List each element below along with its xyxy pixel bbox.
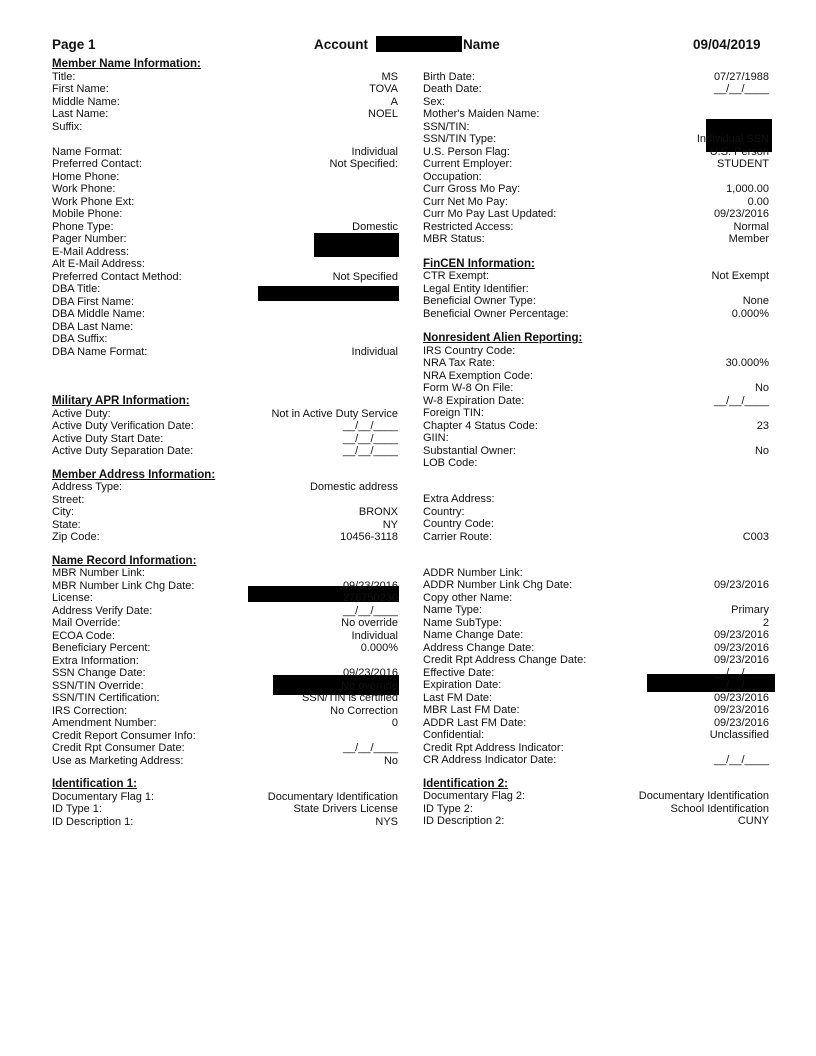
field-row-confidential bbox=[423, 729, 769, 742]
section-title-spacer bbox=[423, 554, 769, 567]
account-label: Account bbox=[314, 37, 368, 52]
field-label: Mail Override: bbox=[52, 617, 121, 629]
field-label: Credit Rpt Consumer Date: bbox=[52, 742, 185, 754]
page-number: Page 1 bbox=[52, 37, 96, 52]
field-row-blank bbox=[52, 133, 398, 146]
field-row-beneficiary-percent bbox=[52, 642, 398, 655]
field-value: 0 bbox=[391, 717, 398, 729]
field-value: Documentary Identification bbox=[267, 790, 398, 803]
field-label: Name Format: bbox=[52, 145, 123, 158]
field-row-work-phone bbox=[52, 183, 398, 196]
field-value: BRONX bbox=[358, 506, 398, 518]
field-row-documentary-flag-2 bbox=[423, 790, 769, 803]
field-row-u-s-person-flag bbox=[423, 146, 769, 159]
field-row-home-phone bbox=[52, 171, 398, 184]
field-row-foreign-tin bbox=[423, 407, 769, 420]
field-label: Last Name: bbox=[52, 108, 109, 120]
field-label: Occupation: bbox=[423, 170, 482, 183]
field-value: __/__/____ bbox=[342, 742, 398, 754]
field-label: Foreign TIN: bbox=[423, 407, 484, 419]
field-label: DBA First Name: bbox=[52, 295, 134, 308]
field-value: School Identification bbox=[670, 802, 769, 815]
field-row-last-fm-date bbox=[423, 692, 769, 705]
field-label: ID Description 1: bbox=[52, 815, 134, 828]
field-label: LOB Code: bbox=[423, 457, 478, 469]
field-row-mail-override bbox=[52, 617, 398, 630]
field-row-work-phone-ext bbox=[52, 196, 398, 209]
field-row-first-name bbox=[52, 83, 398, 96]
field-row-name-format bbox=[52, 146, 398, 159]
section-title-fincen-information: FinCEN Information: bbox=[423, 257, 535, 270]
field-value: 0.00 bbox=[747, 195, 769, 208]
field-label: Death Date: bbox=[423, 83, 482, 95]
field-row-title bbox=[52, 71, 398, 84]
field-row-license bbox=[52, 592, 398, 605]
field-label: MBR Number Link: bbox=[52, 567, 145, 579]
field-label: Documentary Flag 2: bbox=[423, 790, 526, 802]
redaction-account bbox=[376, 36, 462, 52]
field-row-ssn-change-date bbox=[52, 667, 398, 680]
field-label: Beneficial Owner Type: bbox=[423, 295, 536, 307]
field-value: 0.000% bbox=[360, 642, 398, 654]
field-label: Phone Type: bbox=[52, 220, 114, 233]
field-row-suffix bbox=[52, 121, 398, 134]
field-row-mother-s-maiden-name bbox=[423, 108, 769, 121]
field-label: Credit Report Consumer Info: bbox=[52, 729, 196, 742]
field-row-state bbox=[52, 519, 398, 532]
right-column bbox=[423, 58, 769, 828]
field-value: None bbox=[742, 295, 769, 307]
field-label: Country Code: bbox=[423, 518, 494, 530]
field-value: No override bbox=[341, 679, 398, 692]
field-value: Not Specified bbox=[332, 270, 398, 283]
field-row-e-mail-address bbox=[52, 246, 398, 259]
field-label: Sex: bbox=[423, 95, 446, 108]
field-label: Address Type: bbox=[52, 481, 123, 493]
field-row-preferred-contact-method bbox=[52, 271, 398, 284]
field-label: Street: bbox=[52, 493, 85, 506]
field-label: Address Change Date: bbox=[423, 641, 535, 654]
field-value: 09/23/2016 bbox=[713, 691, 769, 704]
field-value: Documentary Identification bbox=[638, 790, 769, 802]
field-row-street bbox=[52, 494, 398, 507]
field-row-dba-middle-name bbox=[52, 308, 398, 321]
field-row-middle-name bbox=[52, 96, 398, 109]
field-row-addr-last-fm-date bbox=[423, 717, 769, 730]
field-row-cr-address-indicator-date bbox=[423, 754, 769, 767]
field-label: Address Verify Date: bbox=[52, 604, 153, 617]
field-label: Credit Rpt Address Change Date: bbox=[423, 654, 587, 666]
field-value: Domestic bbox=[352, 220, 398, 233]
field-label: Title: bbox=[52, 70, 76, 83]
field-value: __/__/____ bbox=[342, 445, 398, 457]
field-label: First Name: bbox=[52, 83, 109, 95]
field-row-ssn-tin-override bbox=[52, 680, 398, 693]
field-value: 09/23/2016 bbox=[342, 579, 398, 592]
field-row-dba-name-format bbox=[52, 346, 398, 359]
field-row-curr-gross-mo-pay bbox=[423, 183, 769, 196]
field-label: Work Phone Ext: bbox=[52, 195, 135, 208]
field-label: Expiration Date: bbox=[423, 679, 502, 691]
field-row-dba-first-name bbox=[52, 296, 398, 309]
field-label: Mobile Phone: bbox=[52, 208, 123, 220]
field-row-w-8-expiration-date bbox=[423, 395, 769, 408]
field-label: SSN/TIN Certification: bbox=[52, 692, 160, 704]
field-label: Effective Date: bbox=[423, 666, 495, 679]
field-label: Credit Rpt Address Indicator: bbox=[423, 741, 564, 754]
field-label: Name Type: bbox=[423, 604, 483, 616]
section-title-member-address-information: Member Address Information: bbox=[52, 468, 216, 481]
field-label: Pager Number: bbox=[52, 233, 127, 245]
field-value: No bbox=[754, 444, 769, 457]
field-label: Curr Mo Pay Last Updated: bbox=[423, 208, 557, 220]
field-label: Last FM Date: bbox=[423, 691, 493, 704]
field-value: 0.000% bbox=[731, 307, 769, 320]
field-value: Normal bbox=[733, 220, 769, 233]
field-row-id-description-2 bbox=[423, 815, 769, 828]
field-value: __/__/____ bbox=[713, 679, 769, 691]
field-row-credit-rpt-address-indicator bbox=[423, 742, 769, 755]
field-label: MBR Number Link Chg Date: bbox=[52, 579, 195, 592]
field-row-ssn-tin-certification bbox=[52, 692, 398, 705]
field-row-birth-date bbox=[423, 71, 769, 84]
field-value: Individual bbox=[351, 629, 398, 642]
field-row-id-type-2 bbox=[423, 803, 769, 816]
section-title-nonresident-alien-reporting: Nonresident Alien Reporting: bbox=[423, 332, 583, 344]
section-title-military-apr-information: Military APR Information: bbox=[52, 395, 190, 407]
field-value: __/__/____ bbox=[342, 432, 398, 445]
field-row-dba-suffix bbox=[52, 333, 398, 346]
field-label: Restricted Access: bbox=[423, 220, 514, 233]
section-title-spacer bbox=[423, 481, 769, 494]
field-value: Unclassified bbox=[709, 729, 769, 741]
field-row-beneficial-owner-type bbox=[423, 295, 769, 308]
field-value: 23 bbox=[756, 419, 769, 432]
field-value: 09/23/2016 bbox=[713, 208, 769, 220]
field-label: SSN/TIN Type: bbox=[423, 133, 497, 145]
field-label: Middle Name: bbox=[52, 95, 120, 108]
field-value: 09/23/2016 bbox=[713, 704, 769, 716]
field-row-active-duty bbox=[52, 408, 398, 421]
field-label: E-Mail Address: bbox=[52, 245, 130, 258]
field-row-legal-entity-identifier bbox=[423, 283, 769, 296]
field-value: NY bbox=[382, 518, 398, 531]
field-label: ID Description 2: bbox=[423, 815, 505, 827]
field-row-occupation bbox=[423, 171, 769, 184]
field-value: 09/23/2016 bbox=[713, 641, 769, 654]
field-row-restricted-access bbox=[423, 221, 769, 234]
field-label: Active Duty: bbox=[52, 407, 111, 420]
field-value: Individual bbox=[351, 145, 398, 158]
field-value: No Correction bbox=[330, 704, 398, 717]
field-label: Beneficiary Percent: bbox=[52, 642, 151, 654]
field-row-name-subtype bbox=[423, 617, 769, 630]
field-value: __/__/____ bbox=[713, 754, 769, 766]
field-label: NRA Exemption Code: bbox=[423, 369, 534, 382]
field-value: __/__/____ bbox=[342, 420, 398, 432]
field-value: 09/23/2016 bbox=[713, 629, 769, 641]
field-row-preferred-contact bbox=[52, 158, 398, 171]
field-label: Work Phone: bbox=[52, 183, 116, 195]
field-row-pager-number bbox=[52, 233, 398, 246]
field-label: City: bbox=[52, 506, 74, 518]
field-row-current-employer bbox=[423, 158, 769, 171]
field-row-country bbox=[423, 506, 769, 519]
field-label: DBA Name Format: bbox=[52, 345, 148, 358]
field-label: State: bbox=[52, 518, 81, 531]
field-label: Curr Net Mo Pay: bbox=[423, 195, 508, 208]
field-label: Preferred Contact Method: bbox=[52, 270, 182, 283]
field-label: DBA Last Name: bbox=[52, 320, 134, 333]
section-title-identification-1: Identification 1: bbox=[52, 778, 137, 790]
field-label: Home Phone: bbox=[52, 170, 120, 183]
field-row-addr-number-link-chg-date bbox=[423, 579, 769, 592]
report-date: 09/04/2019 bbox=[693, 37, 761, 52]
field-row-active-duty-separation-date bbox=[52, 445, 398, 458]
field-value: 09/23/2016 bbox=[342, 667, 398, 679]
section-title-spacer bbox=[423, 58, 769, 71]
field-row-name-type bbox=[423, 604, 769, 617]
field-label: CR Address Indicator Date: bbox=[423, 754, 557, 766]
field-row-country-code bbox=[423, 518, 769, 531]
section-title-name-record-information: Name Record Information: bbox=[52, 554, 197, 567]
section-title-member-name-information: Member Name Information: bbox=[52, 58, 201, 70]
field-value: 1,000.00 bbox=[726, 183, 769, 195]
field-label: Name Change Date: bbox=[423, 629, 524, 641]
field-label: Amendment Number: bbox=[52, 717, 157, 729]
field-label: ID Type 1: bbox=[52, 803, 102, 815]
field-row-effective-date bbox=[423, 667, 769, 680]
field-value: TOVA bbox=[369, 83, 398, 95]
field-row-amendment-number bbox=[52, 717, 398, 730]
field-row-mobile-phone bbox=[52, 208, 398, 221]
field-value: No override bbox=[341, 617, 398, 629]
field-label: DBA Suffix: bbox=[52, 333, 108, 345]
field-value: No bbox=[754, 382, 769, 394]
field-label: Active Duty Verification Date: bbox=[52, 420, 194, 432]
field-label: Alt E-Mail Address: bbox=[52, 258, 145, 270]
field-row-chapter-4-status-code bbox=[423, 420, 769, 433]
field-value: C003 bbox=[742, 530, 769, 543]
field-row-name-change-date bbox=[423, 629, 769, 642]
field-label: Country: bbox=[423, 505, 465, 518]
field-label: Suffix: bbox=[52, 120, 83, 133]
field-row-phone-type bbox=[52, 221, 398, 234]
field-value: A bbox=[390, 95, 398, 108]
field-row-carrier-route bbox=[423, 531, 769, 544]
field-value: CUNY bbox=[737, 815, 769, 827]
field-label: Documentary Flag 1: bbox=[52, 790, 155, 803]
field-label: Current Employer: bbox=[423, 158, 513, 170]
field-label: Beneficial Owner Percentage: bbox=[423, 307, 569, 320]
field-value: State Drivers License bbox=[293, 803, 398, 815]
field-label: SSN/TIN: bbox=[423, 120, 470, 133]
field-row-zip-code bbox=[52, 531, 398, 544]
field-value: Individual SSN bbox=[696, 133, 769, 145]
left-column bbox=[52, 58, 398, 828]
field-row-curr-mo-pay-last-updated bbox=[423, 208, 769, 221]
field-label: MBR Status: bbox=[423, 233, 485, 245]
field-row-id-type-1 bbox=[52, 803, 398, 816]
field-label: ADDR Number Link: bbox=[423, 566, 523, 579]
field-value: 09/23/2016 bbox=[713, 579, 769, 591]
field-row-nra-tax-rate bbox=[423, 357, 769, 370]
field-label: Preferred Contact: bbox=[52, 158, 142, 170]
field-value: No bbox=[383, 754, 398, 767]
field-value: MS bbox=[381, 70, 398, 83]
field-label: Zip Code: bbox=[52, 531, 100, 543]
section-title-identification-2: Identification 2: bbox=[423, 777, 508, 790]
field-label: Confidential: bbox=[423, 729, 485, 741]
name-label: Name bbox=[463, 37, 500, 52]
field-row-extra-address bbox=[423, 493, 769, 506]
field-value: Primary bbox=[731, 604, 769, 616]
field-value: STUDENT bbox=[717, 158, 769, 170]
field-label: Mother's Maiden Name: bbox=[423, 108, 540, 120]
field-label: W-8 Expiration Date: bbox=[423, 394, 525, 407]
field-row-substantial-owner bbox=[423, 445, 769, 458]
field-row-extra-information bbox=[52, 655, 398, 668]
field-label: U.S. Person Flag: bbox=[423, 145, 510, 158]
field-value: SSN/TIN is certified bbox=[302, 692, 398, 704]
field-label: DBA Middle Name: bbox=[52, 308, 145, 320]
field-row-documentary-flag-1 bbox=[52, 791, 398, 804]
field-label: Substantial Owner: bbox=[423, 444, 516, 457]
field-row-use-as-marketing-address bbox=[52, 755, 398, 768]
field-value: Not in Active Duty Service bbox=[271, 407, 398, 420]
field-value: NOEL bbox=[368, 108, 398, 120]
field-row-form-w-8-on-file bbox=[423, 382, 769, 395]
field-row-credit-report-consumer-info bbox=[52, 730, 398, 743]
field-label: ECOA Code: bbox=[52, 629, 115, 642]
field-row-credit-rpt-address-change-date bbox=[423, 654, 769, 667]
field-label: ADDR Number Link Chg Date: bbox=[423, 579, 573, 591]
field-value: Member bbox=[728, 233, 769, 245]
field-value: 2 bbox=[762, 616, 769, 629]
field-row-mbr-number-link-chg-date bbox=[52, 580, 398, 593]
field-row-irs-correction bbox=[52, 705, 398, 718]
field-row-address-verify-date bbox=[52, 605, 398, 618]
field-row-id-description-1 bbox=[52, 816, 398, 829]
field-value: __/__/____ bbox=[342, 604, 398, 617]
field-value: 10456-3118 bbox=[340, 531, 398, 543]
field-row-city bbox=[52, 506, 398, 519]
field-value: Not Specified: bbox=[329, 158, 398, 170]
field-row-address-type bbox=[52, 481, 398, 494]
field-row-mbr-status bbox=[423, 233, 769, 246]
field-row-giin bbox=[423, 432, 769, 445]
field-label: Copy other Name: bbox=[423, 591, 513, 604]
field-label: IRS Correction: bbox=[52, 704, 128, 717]
field-label: Extra Information: bbox=[52, 654, 139, 667]
field-label: ADDR Last FM Date: bbox=[423, 716, 527, 729]
field-label: NRA Tax Rate: bbox=[423, 357, 495, 369]
field-value: 276750230 bbox=[342, 592, 398, 604]
field-value: 09/23/2016 bbox=[713, 716, 769, 729]
field-row-irs-country-code bbox=[423, 345, 769, 358]
field-label: DBA Title: bbox=[52, 283, 101, 295]
field-label: Chapter 4 Status Code: bbox=[423, 419, 538, 432]
field-row-ctr-exempt bbox=[423, 270, 769, 283]
field-label: Name SubType: bbox=[423, 616, 502, 629]
field-label: Legal Entity Identifier: bbox=[423, 282, 529, 295]
field-value: __/__/____ bbox=[713, 83, 769, 95]
field-label: Curr Gross Mo Pay: bbox=[423, 183, 521, 195]
field-label: Extra Address: bbox=[423, 493, 495, 505]
field-row-ecoa-code bbox=[52, 630, 398, 643]
field-value: __/__/____ bbox=[713, 394, 769, 407]
field-value: 30.000% bbox=[725, 357, 769, 369]
field-row-addr-number-link bbox=[423, 567, 769, 580]
field-row-last-name bbox=[52, 108, 398, 121]
field-value: U.S. Person bbox=[709, 145, 769, 158]
field-row-lob-code bbox=[423, 457, 769, 470]
field-row-nra-exemption-code bbox=[423, 370, 769, 383]
field-label: ID Type 2: bbox=[423, 802, 473, 815]
field-row-death-date bbox=[423, 83, 769, 96]
field-label: SSN/TIN Override: bbox=[52, 679, 144, 692]
field-label: License: bbox=[52, 592, 93, 604]
field-value: 09/23/2016 bbox=[713, 654, 769, 666]
field-row-credit-rpt-consumer-date bbox=[52, 742, 398, 755]
field-row-beneficial-owner-percentage bbox=[423, 308, 769, 321]
field-row-sex bbox=[423, 96, 769, 109]
field-label: MBR Last FM Date: bbox=[423, 704, 520, 716]
field-label: Carrier Route: bbox=[423, 530, 493, 543]
field-value: Not Exempt bbox=[711, 270, 769, 282]
field-label: CTR Exempt: bbox=[423, 270, 490, 282]
field-row-mbr-number-link bbox=[52, 567, 398, 580]
field-label: Form W-8 On File: bbox=[423, 382, 514, 394]
field-label: Active Duty Start Date: bbox=[52, 432, 164, 445]
field-row-alt-e-mail-address bbox=[52, 258, 398, 271]
field-value: 07/27/1988 bbox=[713, 70, 769, 83]
field-label: Active Duty Separation Date: bbox=[52, 445, 194, 457]
field-value: Individual bbox=[351, 345, 398, 358]
field-row-dba-title bbox=[52, 283, 398, 296]
field-label: GIIN: bbox=[423, 432, 449, 444]
field-row-curr-net-mo-pay bbox=[423, 196, 769, 209]
field-value: __/__/____ bbox=[713, 666, 769, 679]
field-row-copy-other-name bbox=[423, 592, 769, 605]
field-value: NYS bbox=[375, 815, 398, 828]
field-label: Birth Date: bbox=[423, 70, 475, 83]
field-label: IRS Country Code: bbox=[423, 344, 516, 357]
field-row-ssn-tin-type bbox=[423, 133, 769, 146]
field-label: Use as Marketing Address: bbox=[52, 754, 184, 767]
field-value: Domestic address bbox=[309, 481, 398, 493]
field-row-active-duty-start-date bbox=[52, 433, 398, 446]
field-label: SSN Change Date: bbox=[52, 667, 146, 679]
field-row-active-duty-verification-date bbox=[52, 420, 398, 433]
field-row-mbr-last-fm-date bbox=[423, 704, 769, 717]
field-row-address-change-date bbox=[423, 642, 769, 655]
field-row-expiration-date bbox=[423, 679, 769, 692]
field-row-dba-last-name bbox=[52, 321, 398, 334]
field-row-ssn-tin bbox=[423, 121, 769, 134]
